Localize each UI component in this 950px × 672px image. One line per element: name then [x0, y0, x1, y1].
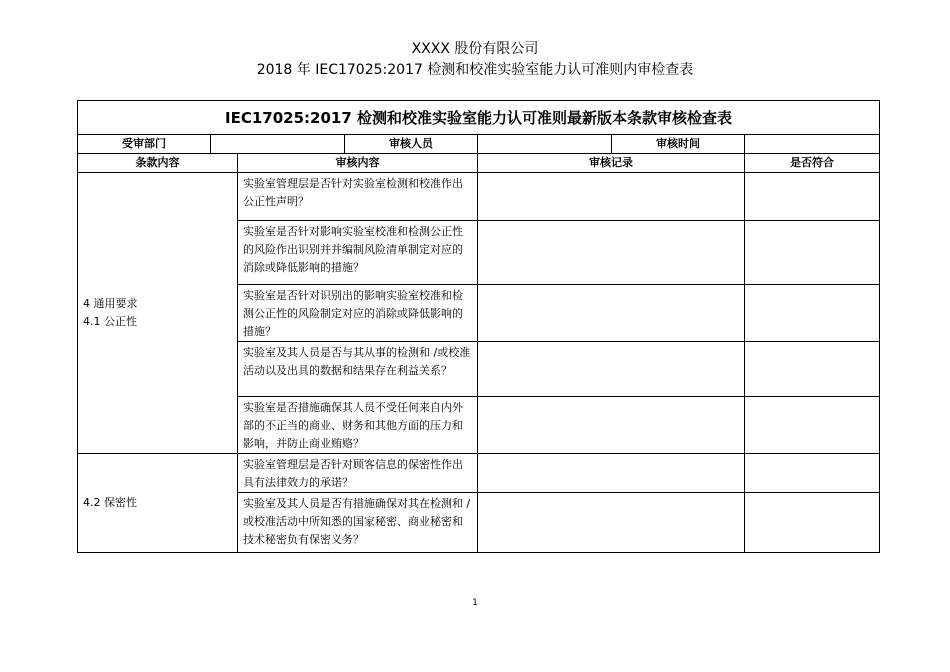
audit-record-cell[interactable] [478, 173, 745, 221]
table-row [78, 173, 880, 221]
conform-cell[interactable] [745, 397, 880, 454]
dept-value[interactable] [211, 135, 345, 154]
audit-content-cell: 实验室是否措施确保其人员不受任何来自内外部的不正当的商业、财务和其他方面的压力和影响，并防止商业贿赂？ [238, 397, 478, 454]
col-header-record: 审核记录 [478, 154, 745, 173]
clause-line: 4.1 公正性 [83, 315, 137, 328]
conform-cell[interactable] [745, 454, 880, 493]
conform-cell[interactable] [745, 285, 880, 342]
audit-record-cell[interactable] [478, 397, 745, 454]
time-value[interactable] [745, 135, 880, 154]
conform-cell[interactable] [745, 493, 880, 553]
audit-record-cell[interactable] [478, 285, 745, 342]
audit-record-cell[interactable] [478, 342, 745, 397]
audit-record-cell[interactable] [478, 221, 745, 285]
auditor-value[interactable] [478, 135, 612, 154]
table-row [78, 454, 880, 493]
audit-checklist-table [77, 100, 880, 553]
document-subtitle: 2018 年 IEC17025:2017 检测和校准实验室能力认可准则内审检查表 [256, 62, 694, 78]
conform-cell[interactable] [745, 173, 880, 221]
audit-content-cell: 实验室是否针对影响实验室校准和检测公正性的风险作出识别并并编制风险清单制定对应的消除或降低影响的措施？ [238, 221, 478, 285]
audit-content-cell: 实验室管理层是否针对实验室检测和校准作出公正性声明？ [238, 173, 478, 221]
audit-record-cell[interactable] [478, 454, 745, 493]
audit-content-cell: 实验室是否针对识别出的影响实验室校准和检测公正性的风险制定对应的消除或降低影响的措施？ [238, 285, 478, 342]
dept-label: 受审部门 [78, 135, 211, 154]
clause-cell-4-2: 4.2 保密性 [78, 454, 238, 553]
audit-content-cell: 实验室及其人员是否与其从事的检测和 /或校准活动以及出具的数据和结果存在利益关系？ [238, 342, 478, 397]
clause-cell-4-1 [78, 173, 238, 454]
clause-line: 4 通用要求 [83, 297, 138, 310]
col-header-clause: 条款内容 [78, 154, 238, 173]
col-header-conform: 是否符合 [745, 154, 880, 173]
time-label: 审核时间 [612, 135, 745, 154]
company-name: XXXX 股份有限公司 [411, 41, 539, 57]
auditor-label: 审核人员 [345, 135, 478, 154]
audit-content-cell: 实验室管理层是否针对顾客信息的保密性作出具有法律效力的承诺？ [238, 454, 478, 493]
audit-record-cell[interactable] [478, 493, 745, 553]
conform-cell[interactable] [745, 342, 880, 397]
table-title: IEC17025:2017 检测和校准实验室能力认可准则最新版本条款审核检查表 [78, 101, 880, 135]
audit-content-cell: 实验室及其人员是否有措施确保对其在检测和 /或校准活动中所知悉的国家秘密、商业秘密和技术秘密负有保密义务？ [238, 493, 478, 553]
conform-cell[interactable] [745, 221, 880, 285]
page-number: 1 [472, 598, 478, 608]
col-header-content: 审核内容 [238, 154, 478, 173]
